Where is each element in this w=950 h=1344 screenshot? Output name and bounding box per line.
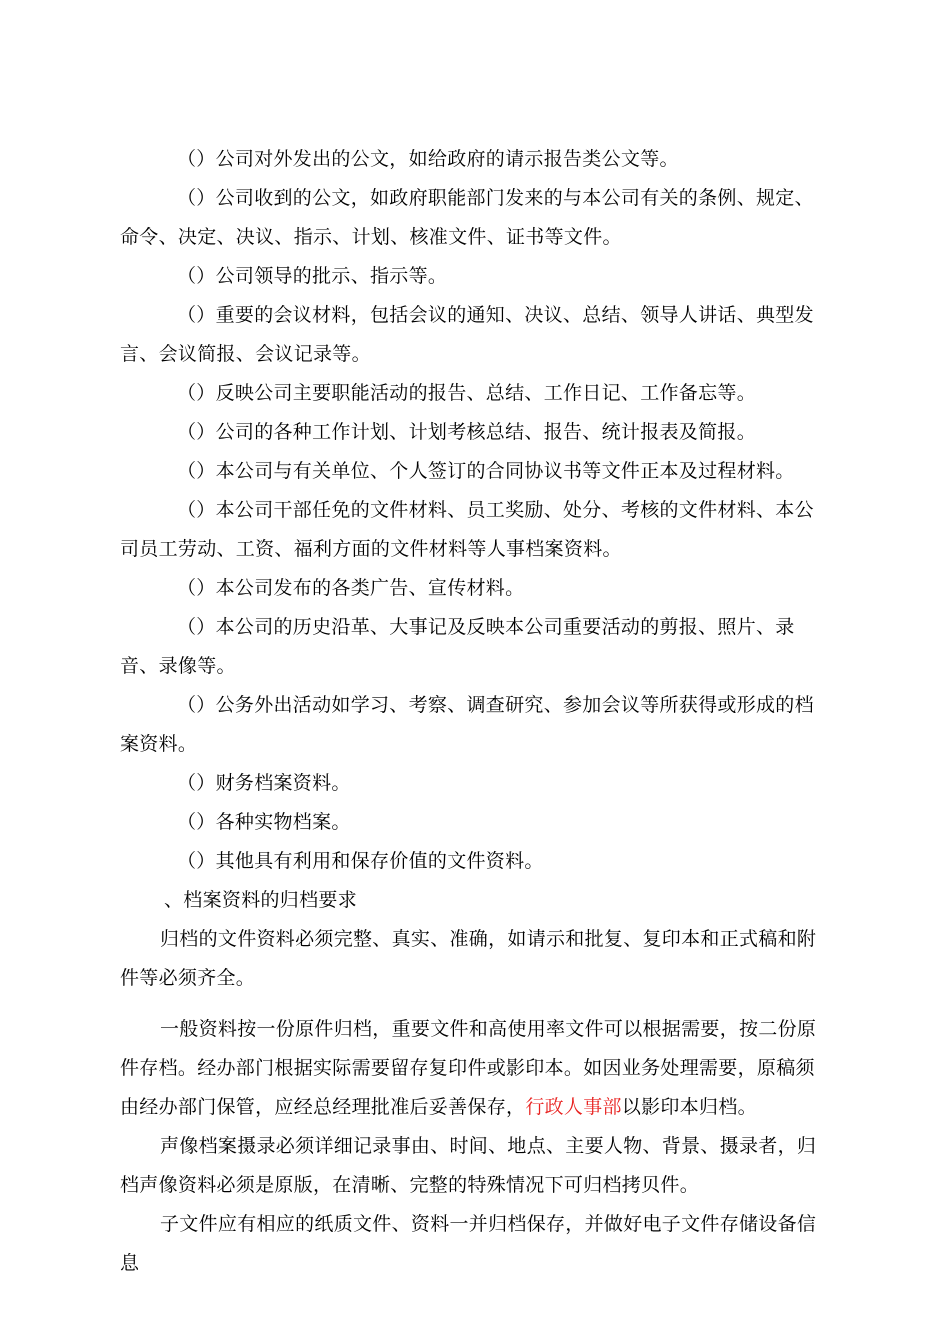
paragraph-text: 一般资料按一份原件归档，重要文件和高使用率文件可以根据需要，按二份原件存档。经办部门根据实际需要留存复印件或影印本。如因业务处理需要，原稿须由经办部门保管，应经总经理批准后妥善保存， <box>120 1018 817 1118</box>
list-item: （）本公司发布的各类广告、宣传材料。 <box>177 577 525 599</box>
list-item: （）重要的会议材料，包括会议的通知、决议、总结、领导人讲话、典型发言、会议简报、会议记录等。 <box>120 304 814 365</box>
list-item: （）本公司与有关单位、个人签订的合同协议书等文件正本及过程材料。 <box>177 460 795 482</box>
section-heading: 、档案资料的归档要求 <box>164 889 358 911</box>
list-item: （）公司收到的公文，如政府职能部门发来的与本公司有关的条例、规定、命令、决定、决议、指示、计划、核准文件、证书等文件。 <box>120 187 814 248</box>
paragraph-original-copies <box>120 1010 832 1127</box>
paragraph-electronic: 子文件应有相应的纸质文件、资料一并归档保存，并做好电子文件存储设备信息 <box>120 1213 817 1274</box>
paragraph-text: 以影印本归档。 <box>621 1096 757 1118</box>
list-item: （）本公司的历史沿革、大事记及反映本公司重要活动的剪报、照片、录音、录像等。 <box>120 616 795 677</box>
list-item: （）各种实物档案。 <box>177 811 351 833</box>
list-item: （）财务档案资料。 <box>177 772 351 794</box>
list-item: （）公司的各种工作计划、计划考核总结、报告、统计报表及简报。 <box>177 421 757 443</box>
paragraph-audiovisual: 声像档案摄录必须详细记录事由、时间、地点、主要人物、背景、摄录者，归档声像资料必须是原版，在清晰、完整的特殊情况下可归档拷贝件。 <box>120 1135 817 1196</box>
list-item: （）本公司干部任免的文件材料、员工奖励、处分、考核的文件材料、本公司员工劳动、工资、福利方面的文件材料等人事档案资料。 <box>120 499 814 560</box>
list-item: （）公务外出活动如学习、考察、调查研究、参加会议等所获得或形成的档案资料。 <box>120 694 814 755</box>
list-item: （）反映公司主要职能活动的报告、总结、工作日记、工作备忘等。 <box>177 382 757 404</box>
list-item: （）公司领导的批示、指示等。 <box>177 265 448 287</box>
paragraph-completeness: 归档的文件资料必须完整、真实、准确，如请示和批复、复印本和正式稿和附件等必须齐全。 <box>120 928 817 989</box>
highlight-department: 行政人事部 <box>525 1096 622 1118</box>
list-item: （）公司对外发出的公文，如给政府的请示报告类公文等。 <box>177 148 679 170</box>
list-item: （）其他具有利用和保存价值的文件资料。 <box>177 850 544 872</box>
